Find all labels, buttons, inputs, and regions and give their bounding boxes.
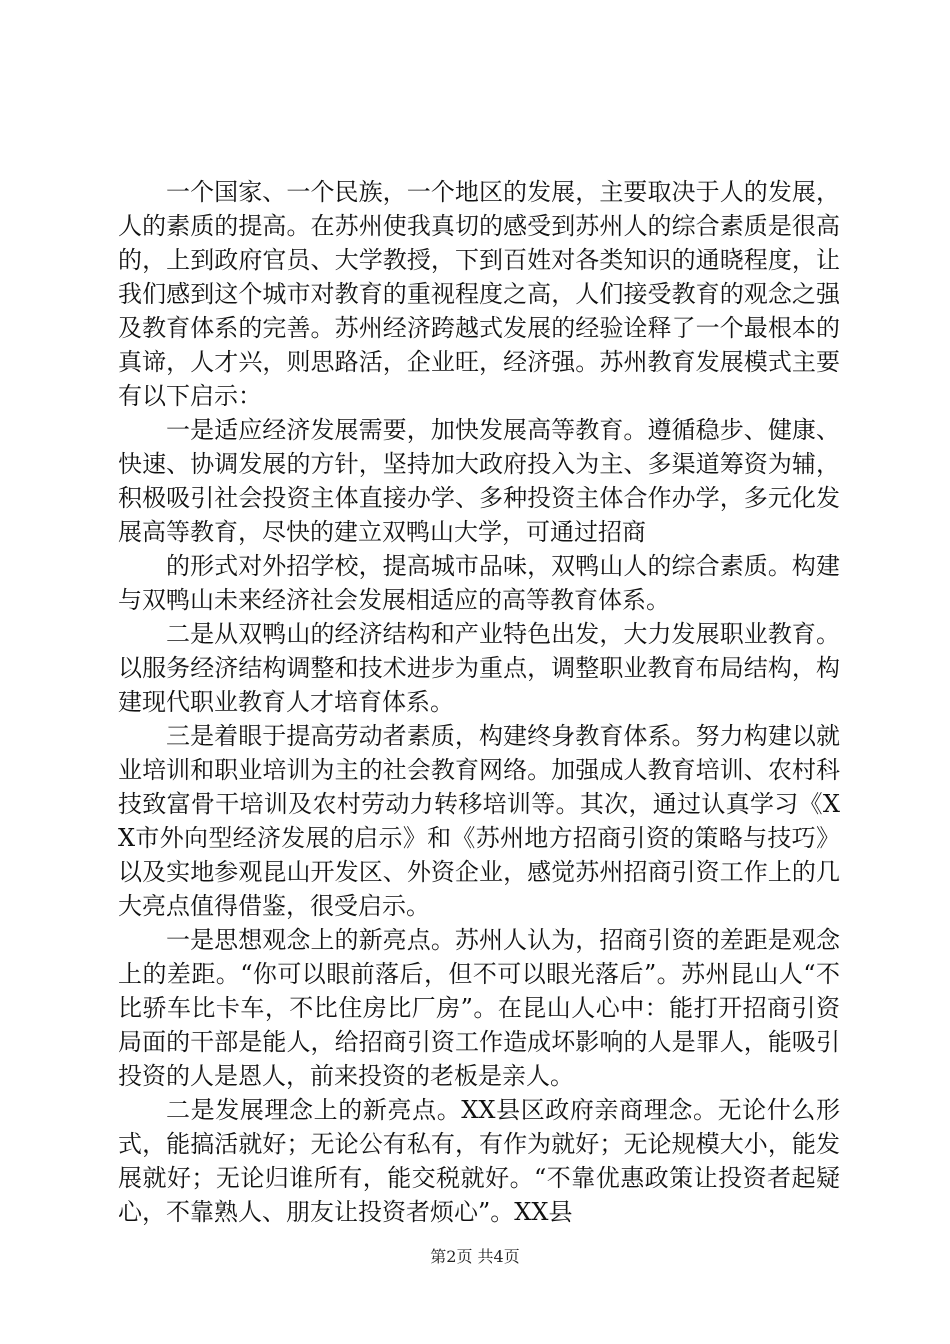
page-number-footer: 第2页 共4页 xyxy=(430,1247,520,1266)
document-body xyxy=(118,175,840,1229)
paragraph-2: 一是适应经济发展需要，加快发展高等教育。遵循稳步、健康、快速、协调发展的方针，坚持加大政府投入为主、多渠道筹资为辅，积极吸引社会投资主体直接办学、多种投资主体合作办学，多元化发展高等教育，尽快的建立双鸭山大学，可通过招商 xyxy=(118,416,840,546)
paragraph-6: 一是思想观念上的新亮点。苏州人认为，招商引资的差距是观念上的差距。“你可以眼前落后，但不可以眼光落后”。苏州昆山人“不比骄车比卡车，不比住房比厂房”。在昆山人心中：能打开招商引资局面的干部是能人，给招商引资工作造成坏影响的人是罪人，能吸引投资的人是恩人，前来投资的老板是亲人。 xyxy=(118,926,840,1090)
paragraph-1: 一个国家、一个民族，一个地区的发展，主要取决于人的发展，人的素质的提高。在苏州使我真切的感受到苏州人的综合素质是很高的，上到政府官员、大学教授，下到百姓对各类知识的通晓程度，让我们感到这个城市对教育的重视程度之高，人们接受教育的观念之强及教育体系的完善。苏州经济跨越式发展的经验诠释了一个最根本的真谛，人才兴，则思路活，企业旺，经济强。苏州教育发展模式主要有以下启示： xyxy=(118,178,840,410)
paragraph-4: 二是从双鸭山的经济结构和产业特色出发，大力发展职业教育。以服务经济结构调整和技术进步为重点，调整职业教育布局结构，构建现代职业教育人才培育体系。 xyxy=(118,620,840,716)
paragraph-5: 三是着眼于提高劳动者素质，构建终身教育体系。努力构建以就业培训和职业培训为主的社会教育网络。加强成人教育培训、农村科技致富骨干培训及农村劳动力转移培训等。其次，通过认真学习《XX市外向型经济发展的启示》和《苏州地方招商引资的策略与技巧》以及实地参观昆山开发区、外资企业，感觉苏州招商引资工作上的几大亮点值得借鉴，很受启示。 xyxy=(118,722,840,920)
paragraph-3: 的形式对外招学校，提高城市品味，双鸭山人的综合素质。构建与双鸭山未来经济社会发展相适应的高等教育体系。 xyxy=(118,552,840,614)
paragraph-7: 二是发展理念上的新亮点。XX县区政府亲商理念。无论什么形式，能搞活就好；无论公有私有，有作为就好；无论规模大小，能发展就好；无论归谁所有，能交税就好。“不靠优惠政策让投资者起疑心，不靠熟人、朋友让投资者烦心”。XX县 xyxy=(118,1096,840,1226)
